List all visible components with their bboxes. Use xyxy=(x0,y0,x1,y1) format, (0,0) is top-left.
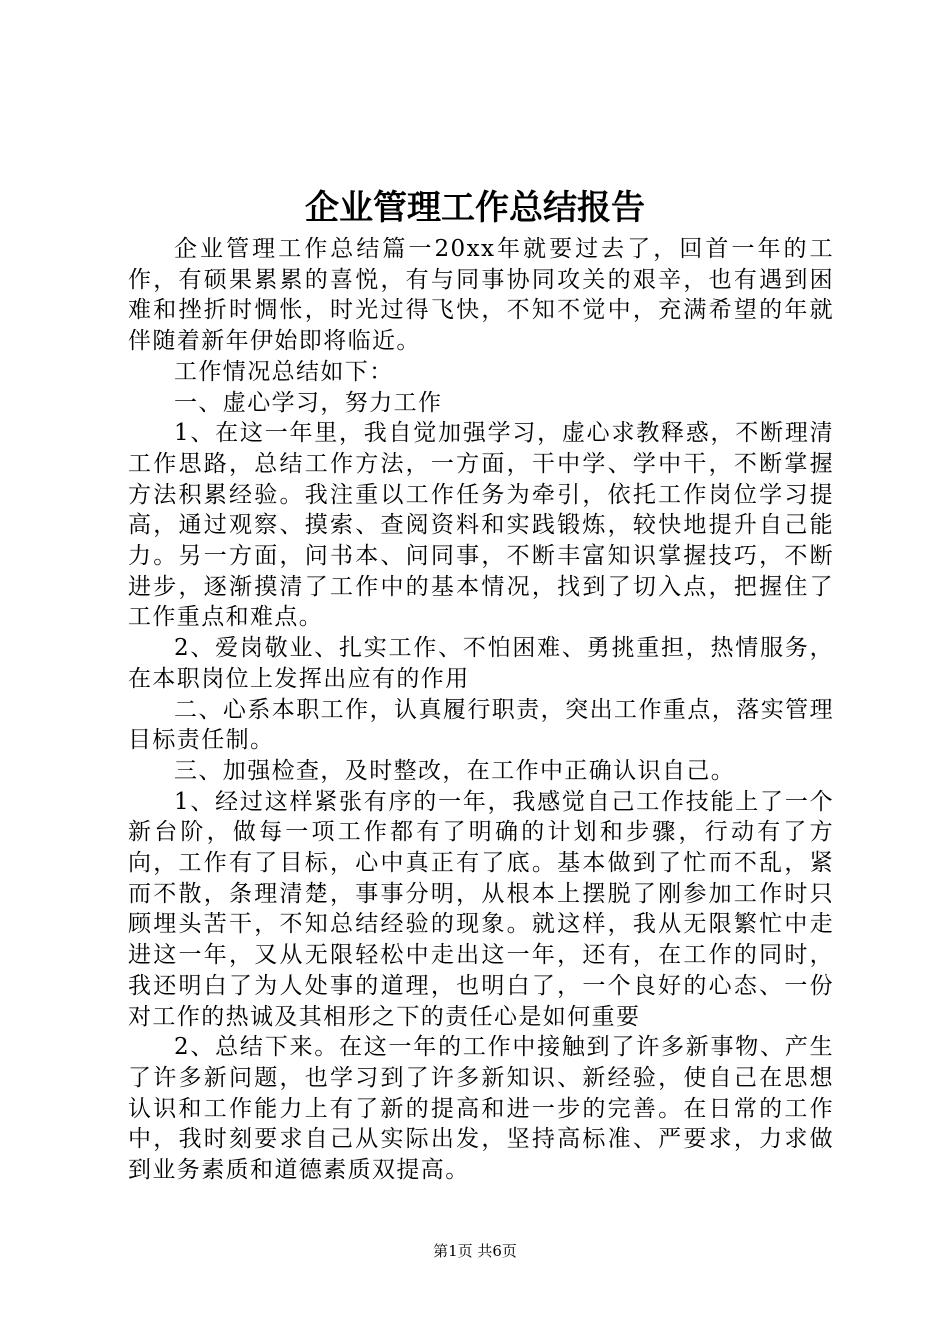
paragraph-3-1: 1、经过这样紧张有序的一年，我感觉自己工作技能上了一个新台阶，做每一项工作都有了明确的计划和步骤，行动有了方向，工作有了目标，心中真正有了底。基本做到了忙而不乱，紧而不散，条理清楚，事事分明，从根本上摆脱了刚参加工作时只顾埋头苦干，不知总结经验的现象。就这样，我从无限繁忙中走进这一年，又从无限轻松中走出这一年，还有，在工作的同时，我还明白了为人处事的道理，也明白了，一个良好的心态、一份对工作的热诚及其相形之下的责任心是如何重要 xyxy=(128,788,834,1030)
paragraph-intro: 企业管理工作总结篇一20xx年就要过去了，回首一年的工作，有硕果累累的喜悦，有与同事协同攻关的艰辛，也有遇到困难和挫折时惆怅，时光过得飞快，不知不觉中，充满希望的年就伴随着新年伊始即将临近。 xyxy=(128,236,834,355)
document-body xyxy=(128,234,834,1186)
paragraph-3-2: 2、总结下来。在这一年的工作中接触到了许多新事物、产生了许多新问题，也学习到了许多新知识、新经验，使自己在思想认识和工作能力上有了新的提高和进一步的完善。在日常的工作中，我时刻要求自己从实际出发，坚持高标准、严要求，力求做到业务素质和道德素质双提高。 xyxy=(128,1034,834,1184)
section-heading-3: 三、加强检查，及时整改，在工作中正确认识自己。 xyxy=(174,757,736,784)
section-heading-1: 一、虚心学习，努力工作 xyxy=(174,389,443,416)
paragraph-summary-lead: 工作情况总结如下： xyxy=(174,358,394,385)
paragraph-1-1: 1、在这一年里，我自觉加强学习，虚心求教释惑，不断理清工作思路，总结工作方法，一方面，干中学、学中干，不断掌握方法积累经验。我注重以工作任务为牵引，依托工作岗位学习提高，通过观察、摸索、查阅资料和实践锻炼，较快地提升自己能力。另一方面，问书本、问同事，不断丰富知识掌握技巧，不断进步，逐渐摸清了工作中的基本情况，找到了切入点，把握住了工作重点和难点。 xyxy=(128,420,834,631)
document-title: 企业管理工作总结报告 xyxy=(305,188,645,228)
section-heading-2: 二、心系本职工作，认真履行职责，突出工作重点，落实管理目标责任制。 xyxy=(128,696,834,754)
page-number-footer: 第1页 共6页 xyxy=(433,1242,517,1260)
paragraph-1-2: 2、爱岗敬业、扎实工作、不怕困难、勇挑重担，热情服务，在本职岗位上发挥出应有的作用 xyxy=(128,635,834,692)
